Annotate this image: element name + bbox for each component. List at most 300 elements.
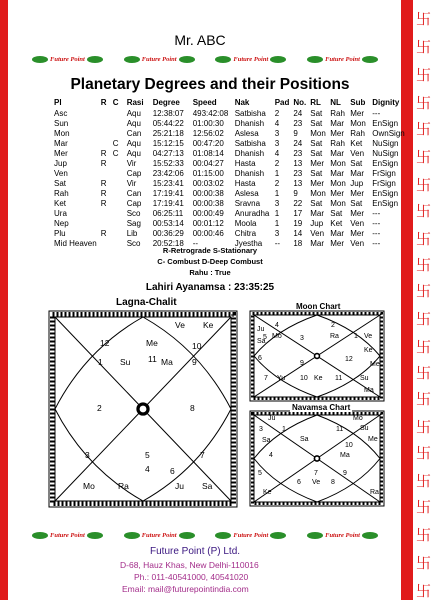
chart-house-label: Ke: [364, 347, 373, 354]
table-cell: [111, 129, 125, 139]
leaf-icon: [270, 56, 286, 63]
table-cell: Mer: [350, 189, 365, 198]
table-cell: Sat: [310, 109, 323, 118]
table-cell: Rah: [330, 109, 345, 118]
table-cell: Mon: [330, 179, 346, 188]
brand-text: Future Point: [233, 531, 269, 539]
table-cell: 2: [274, 109, 280, 118]
table-cell: ---: [372, 239, 381, 248]
swastik-icon: 卐: [416, 282, 432, 300]
chart-house-label: 12: [100, 338, 110, 348]
table-cell: 00:03:02: [192, 179, 224, 188]
table-cell: Sat: [310, 119, 323, 128]
table-cell: ---: [372, 109, 381, 118]
chart-house-label: 1: [354, 333, 358, 340]
table-cell: Mar: [330, 169, 345, 178]
table-cell: Jyestha: [234, 239, 263, 248]
table-cell: Mer: [350, 209, 365, 218]
table-row: [52, 189, 407, 199]
table-cell: Aslesa: [234, 129, 259, 138]
table-cell: [99, 219, 111, 229]
chart-house-label: 5: [145, 450, 150, 460]
swastik-icon: 卐: [416, 364, 432, 382]
legend-line-2: C- Combust D-Deep Combust: [157, 257, 263, 266]
table-cell: 23: [293, 119, 303, 128]
future-point-logo: [213, 56, 288, 63]
table-cell: Ven: [310, 229, 325, 238]
table-cell: 00:00:38: [192, 189, 224, 198]
table-cell: Lib: [126, 229, 138, 238]
table-cell: NuSign: [372, 149, 399, 158]
swastik-icon: 卐: [416, 582, 432, 600]
table-cell: C: [112, 139, 119, 148]
brand-text: Future Point: [233, 55, 269, 63]
table-cell: 01:00:30: [192, 119, 224, 128]
leaf-icon: [215, 532, 231, 539]
table-cell: R: [100, 159, 107, 168]
chart-house-label: Sa: [202, 481, 213, 491]
swastik-icon: 卐: [416, 418, 432, 436]
table-cell: 24: [293, 109, 303, 118]
brand-text: Future Point: [141, 55, 177, 63]
column-header: Dignity: [372, 98, 400, 107]
column-header: Nak: [234, 98, 250, 107]
table-cell: EnSign: [372, 199, 399, 208]
chart-house-label: 2: [97, 403, 102, 413]
table-cell: Mer: [350, 229, 365, 238]
table-cell: Vir: [126, 179, 137, 188]
swastik-icon: 卐: [416, 120, 432, 138]
swastik-icon: 卐: [416, 202, 432, 220]
table-cell: 01:15:00: [192, 169, 224, 178]
chart-house-label: Ra: [370, 489, 379, 496]
table-cell: Aqu: [126, 109, 141, 118]
column-header: R: [100, 98, 107, 107]
table-cell: 1: [274, 169, 280, 178]
table-cell: 2: [274, 159, 280, 168]
swastik-icon: 卐: [416, 38, 432, 56]
ayanamsa: Lahiri Ayanamsa : 23:35:25: [145, 282, 275, 293]
chart-house-label: 8: [331, 479, 335, 486]
table-cell: Aqu: [126, 149, 141, 158]
table-row: [52, 169, 407, 179]
lagna-chart: [48, 310, 238, 508]
table-cell: R: [100, 179, 107, 188]
table-cell: EnSign: [372, 119, 399, 128]
table-cell: 13: [293, 179, 303, 188]
chart-house-label: Sa: [257, 338, 266, 345]
table-row: [52, 119, 407, 129]
table-cell: Ket: [350, 139, 363, 148]
table-cell: Jup: [350, 179, 364, 188]
brand-text: Future Point: [50, 55, 85, 63]
chart-house-label: Ma: [340, 452, 350, 459]
swastik-icon: 卐: [416, 526, 432, 544]
table-cell: Mon: [310, 189, 326, 198]
leaf-icon: [179, 56, 195, 63]
table-cell: 1: [274, 219, 280, 228]
table-cell: 17:19:41: [152, 199, 184, 208]
legend-line-3: Rahu : True: [189, 268, 231, 277]
table-cell: Mon: [350, 119, 366, 128]
table-cell: Mer: [310, 179, 325, 188]
leaf-icon: [87, 532, 103, 539]
navamsa-chart-title: Navamsa Chart: [292, 403, 351, 412]
table-cell: 12:56:02: [192, 129, 224, 138]
table-cell: 04:27:13: [152, 149, 184, 158]
chart-house-label: 12: [345, 356, 353, 363]
table-row: [52, 159, 407, 169]
chart-house-label: 1: [282, 426, 286, 433]
table-cell: Mer: [330, 129, 345, 138]
leaf-icon: [307, 56, 323, 63]
table-cell: [99, 209, 111, 219]
chart-house-label: Me: [146, 338, 158, 348]
table-cell: Sat: [310, 169, 323, 178]
column-header: Degree: [152, 98, 180, 107]
table-cell: Sat: [330, 209, 343, 218]
table-cell: 06:25:11: [152, 209, 184, 218]
table-cell: Mer: [330, 189, 345, 198]
chart-house-label: Ra: [118, 481, 129, 491]
company-name: Future Point (P) Ltd.: [150, 546, 241, 557]
table-cell: 1: [274, 209, 280, 218]
swastik-icon: 卐: [416, 66, 432, 84]
column-header: RL: [310, 98, 321, 107]
swastik-icon: 卐: [416, 256, 432, 274]
table-cell: Sag: [126, 219, 141, 228]
table-cell: Anuradha: [234, 209, 270, 218]
chart-house-label: Mo: [83, 481, 95, 491]
chart-house-label: 9: [343, 470, 347, 477]
table-cell: Ven: [54, 169, 68, 178]
chart-house-label: Su: [360, 375, 369, 382]
chart-house-label: 4: [145, 464, 150, 474]
table-cell: Satbisha: [234, 139, 266, 148]
table-cell: 2: [274, 179, 280, 188]
table-cell: R: [100, 229, 107, 238]
table-cell: 15:12:15: [152, 139, 184, 148]
table-cell: R: [100, 199, 107, 208]
table-cell: FrSign: [372, 179, 396, 188]
legend-line-1: R-Retrograde S-Stationary: [162, 246, 258, 255]
chart-house-label: Mo: [353, 415, 363, 422]
chart-house-label: 11: [335, 375, 343, 382]
table-cell: Sat: [54, 179, 67, 188]
chart-house-label: Ma: [161, 357, 173, 367]
table-cell: Mon: [54, 129, 70, 138]
table-cell: 23:42:06: [152, 169, 184, 178]
table-row: [52, 229, 407, 239]
table-cell: 00:00:49: [192, 209, 224, 218]
table-cell: 24: [293, 139, 303, 148]
table-cell: Ura: [54, 209, 67, 218]
chart-house-label: Ra: [330, 333, 339, 340]
future-point-logo: [305, 532, 380, 539]
leaf-icon: [179, 532, 195, 539]
table-cell: [99, 139, 111, 149]
table-cell: 00:00:38: [192, 199, 224, 208]
table-cell: Dhanish: [234, 169, 265, 178]
table-cell: 19: [293, 219, 303, 228]
table-cell: 00:53:14: [152, 219, 184, 228]
column-header: Rasi: [126, 98, 144, 107]
table-cell: Mar: [54, 139, 68, 148]
table-cell: 17:19:41: [152, 189, 184, 198]
table-cell: Vir: [126, 159, 137, 168]
chart-house-label: Su: [360, 425, 369, 432]
column-header: C: [112, 98, 119, 107]
table-cell: Rah: [330, 139, 345, 148]
table-cell: EnSign: [372, 189, 399, 198]
chart-house-label: Ju: [257, 326, 265, 333]
leaf-icon: [124, 532, 140, 539]
table-cell: --: [192, 239, 199, 248]
leaf-icon: [362, 532, 378, 539]
table-cell: Sat: [310, 149, 323, 158]
chart-house-label: 9: [192, 357, 197, 367]
swastik-icon: 卐: [416, 338, 432, 356]
table-cell: [111, 209, 125, 219]
table-header-row: [52, 97, 407, 109]
swastik-icon: 卐: [416, 444, 432, 462]
chart-house-label: 10: [300, 375, 308, 382]
chart-house-label: 6: [170, 466, 175, 476]
swastik-icon: 卐: [416, 472, 432, 490]
leaf-icon: [307, 532, 323, 539]
column-header: Pad: [274, 98, 290, 107]
leaf-icon: [32, 532, 48, 539]
chart-house-label: Ju: [175, 481, 184, 491]
column-header: NL: [330, 98, 341, 107]
table-cell: Mer: [310, 159, 325, 168]
table-cell: Aqu: [126, 139, 141, 148]
table-cell: Mer: [350, 109, 365, 118]
table-row: [52, 149, 407, 159]
chart-house-label: Me: [370, 361, 380, 368]
leaf-icon: [362, 56, 378, 63]
table-cell: ---: [372, 209, 381, 218]
swastik-icon: 卐: [416, 554, 432, 572]
table-cell: 17: [293, 209, 303, 218]
company-address: D-68, Hauz Khas, New Delhi-110016: [120, 560, 259, 570]
chart-house-label: Ve: [175, 320, 185, 330]
table-cell: NuSign: [372, 139, 399, 148]
table-cell: Cap: [126, 199, 142, 208]
swastik-icon: 卐: [416, 94, 432, 112]
table-cell: 00:47:20: [192, 139, 224, 148]
table-cell: Ket: [54, 199, 67, 208]
brand-row-top: [30, 52, 380, 66]
table-cell: Can: [126, 189, 142, 198]
table-cell: 23: [293, 169, 303, 178]
table-cell: Asc: [54, 109, 68, 118]
table-row: [52, 179, 407, 189]
chart-house-label: Me: [368, 436, 378, 443]
table-cell: 3: [274, 129, 280, 138]
chart-center-ornament: [315, 457, 318, 460]
brand-row-bottom: [30, 528, 380, 542]
table-cell: Mon: [310, 129, 326, 138]
leaf-icon: [32, 56, 48, 63]
table-cell: Ven: [350, 149, 365, 158]
table-cell: EnSign: [372, 159, 399, 168]
table-cell: Sat: [350, 199, 363, 208]
table-cell: 3: [274, 139, 280, 148]
table-cell: 14: [293, 229, 303, 238]
chart-house-label: Sa: [262, 437, 271, 444]
chart-house-label: 3: [300, 335, 304, 342]
table-cell: Mid Heaven: [54, 239, 97, 248]
table-cell: [111, 189, 125, 199]
table-cell: Ven: [350, 239, 365, 248]
table-cell: Rah: [350, 129, 365, 138]
table-cell: Ket: [330, 219, 343, 228]
chart-house-label: 3: [259, 426, 263, 433]
table-cell: Mer: [330, 239, 345, 248]
table-cell: Aqu: [126, 119, 141, 128]
future-point-logo: [122, 532, 197, 539]
company-phone: Ph.: 011-40541000, 40541020: [134, 572, 249, 582]
chart-house-label: 7: [264, 375, 268, 382]
table-cell: Mon: [330, 199, 346, 208]
table-row: [52, 129, 407, 139]
table-cell: [99, 169, 111, 179]
table-cell: 9: [293, 189, 298, 198]
table-cell: [111, 119, 125, 129]
chart-house-label: Ke: [203, 320, 214, 330]
brand-text: Future Point: [325, 531, 360, 539]
table-cell: Nep: [54, 219, 69, 228]
table-cell: Sravna: [234, 199, 261, 208]
table-cell: [111, 179, 125, 189]
table-cell: 3: [274, 199, 280, 208]
page-heading: Planetary Degrees and their Positions: [70, 76, 350, 93]
future-point-logo: [305, 56, 380, 63]
table-cell: Mar: [310, 239, 325, 248]
table-cell: Mar: [330, 149, 345, 158]
table-cell: --: [274, 239, 281, 248]
table-cell: 18: [293, 239, 303, 248]
chart-house-label: 8: [190, 403, 195, 413]
table-cell: R: [100, 189, 107, 198]
swastik-icon: 卐: [416, 148, 432, 166]
table-cell: Mar: [330, 229, 345, 238]
table-cell: [99, 109, 111, 119]
brand-text: Future Point: [325, 55, 360, 63]
chart-house-label: 4: [275, 322, 279, 329]
column-header: No.: [293, 98, 307, 107]
swastik-icon: 卐: [416, 310, 432, 328]
chart-house-label: Mo: [272, 333, 282, 340]
chart-house-label: 6: [258, 355, 262, 362]
table-row: [52, 209, 407, 219]
table-cell: 9: [293, 129, 298, 138]
chart-house-label: 3: [85, 450, 90, 460]
column-header: Sub: [350, 98, 366, 107]
company-email[interactable]: Email: mail@futurepointindia.com: [122, 584, 249, 594]
column-header: Pl: [54, 98, 62, 107]
table-cell: Can: [126, 129, 142, 138]
chart-house-label: 5: [263, 334, 267, 341]
table-cell: 00:36:29: [152, 229, 184, 238]
table-cell: Sco: [126, 239, 141, 248]
table-cell: Sat: [310, 199, 323, 208]
table-cell: 4: [274, 119, 280, 128]
table-cell: 20:52:18: [152, 239, 184, 248]
chart-house-label: 11: [336, 426, 344, 433]
table-cell: Hasta: [234, 179, 256, 188]
chart-house-label: Ke: [263, 489, 272, 496]
table-cell: [111, 199, 125, 209]
table-cell: 15:23:41: [152, 179, 184, 188]
table-cell: [111, 229, 125, 239]
lagna-chart-title: Lagna-Chalit: [116, 297, 177, 308]
chart-house-label: Sa: [300, 436, 309, 443]
chart-center-ornament: [315, 354, 318, 357]
chart-house-label: 5: [258, 470, 262, 477]
table-cell: [111, 159, 125, 169]
table-cell: [111, 219, 125, 229]
table-cell: R: [100, 149, 107, 158]
chart-house-label: Yu: [277, 375, 286, 382]
table-cell: 00:01:12: [192, 219, 224, 228]
brand-text: Future Point: [141, 531, 177, 539]
chart-house-label: 6: [297, 479, 301, 486]
table-cell: 00:04:27: [192, 159, 224, 168]
table-cell: Dhanish: [234, 149, 265, 158]
table-cell: Moola: [234, 219, 257, 228]
table-cell: [99, 129, 111, 139]
swastik-icon: 卐: [416, 390, 432, 408]
table-cell: 25:21:18: [152, 129, 184, 138]
chart-house-label: Ju: [268, 415, 276, 422]
column-header: Speed: [192, 98, 217, 107]
chart-house-label: 2: [331, 322, 335, 329]
chart-house-label: 10: [192, 341, 202, 351]
table-cell: 05:44:22: [152, 119, 184, 128]
table-cell: [111, 109, 125, 119]
table-cell: FrSign: [372, 169, 396, 178]
table-cell: Ven: [350, 219, 365, 228]
table-cell: Sco: [126, 209, 141, 218]
brand-text: Future Point: [50, 531, 85, 539]
table-cell: 23: [293, 149, 303, 158]
chart-house-label: Ve: [312, 479, 321, 486]
person-name: Mr. ABC: [174, 32, 226, 48]
table-cell: 13: [293, 159, 303, 168]
chart-house-label: 10: [345, 442, 353, 449]
table-cell: Cap: [126, 169, 142, 178]
table-row: [52, 139, 407, 149]
leaf-icon: [87, 56, 103, 63]
planet-table: [52, 97, 407, 249]
table-cell: 12:38:07: [152, 109, 184, 118]
table-cell: Mon: [330, 159, 346, 168]
swastik-icon: 卐: [416, 230, 432, 248]
table-cell: ---: [372, 229, 381, 238]
table-cell: 3: [274, 229, 280, 238]
future-point-logo: [30, 56, 105, 63]
chart-house-label: 1: [98, 357, 103, 367]
moon-chart-title: Moon Chart: [296, 302, 341, 311]
chart-house-label: Su: [120, 357, 131, 367]
table-cell: 493:42:08: [192, 109, 229, 118]
table-cell: 22: [293, 199, 303, 208]
table-cell: 00:00:46: [192, 229, 224, 238]
table-cell: Chitra: [234, 229, 257, 238]
table-row: [52, 219, 407, 229]
